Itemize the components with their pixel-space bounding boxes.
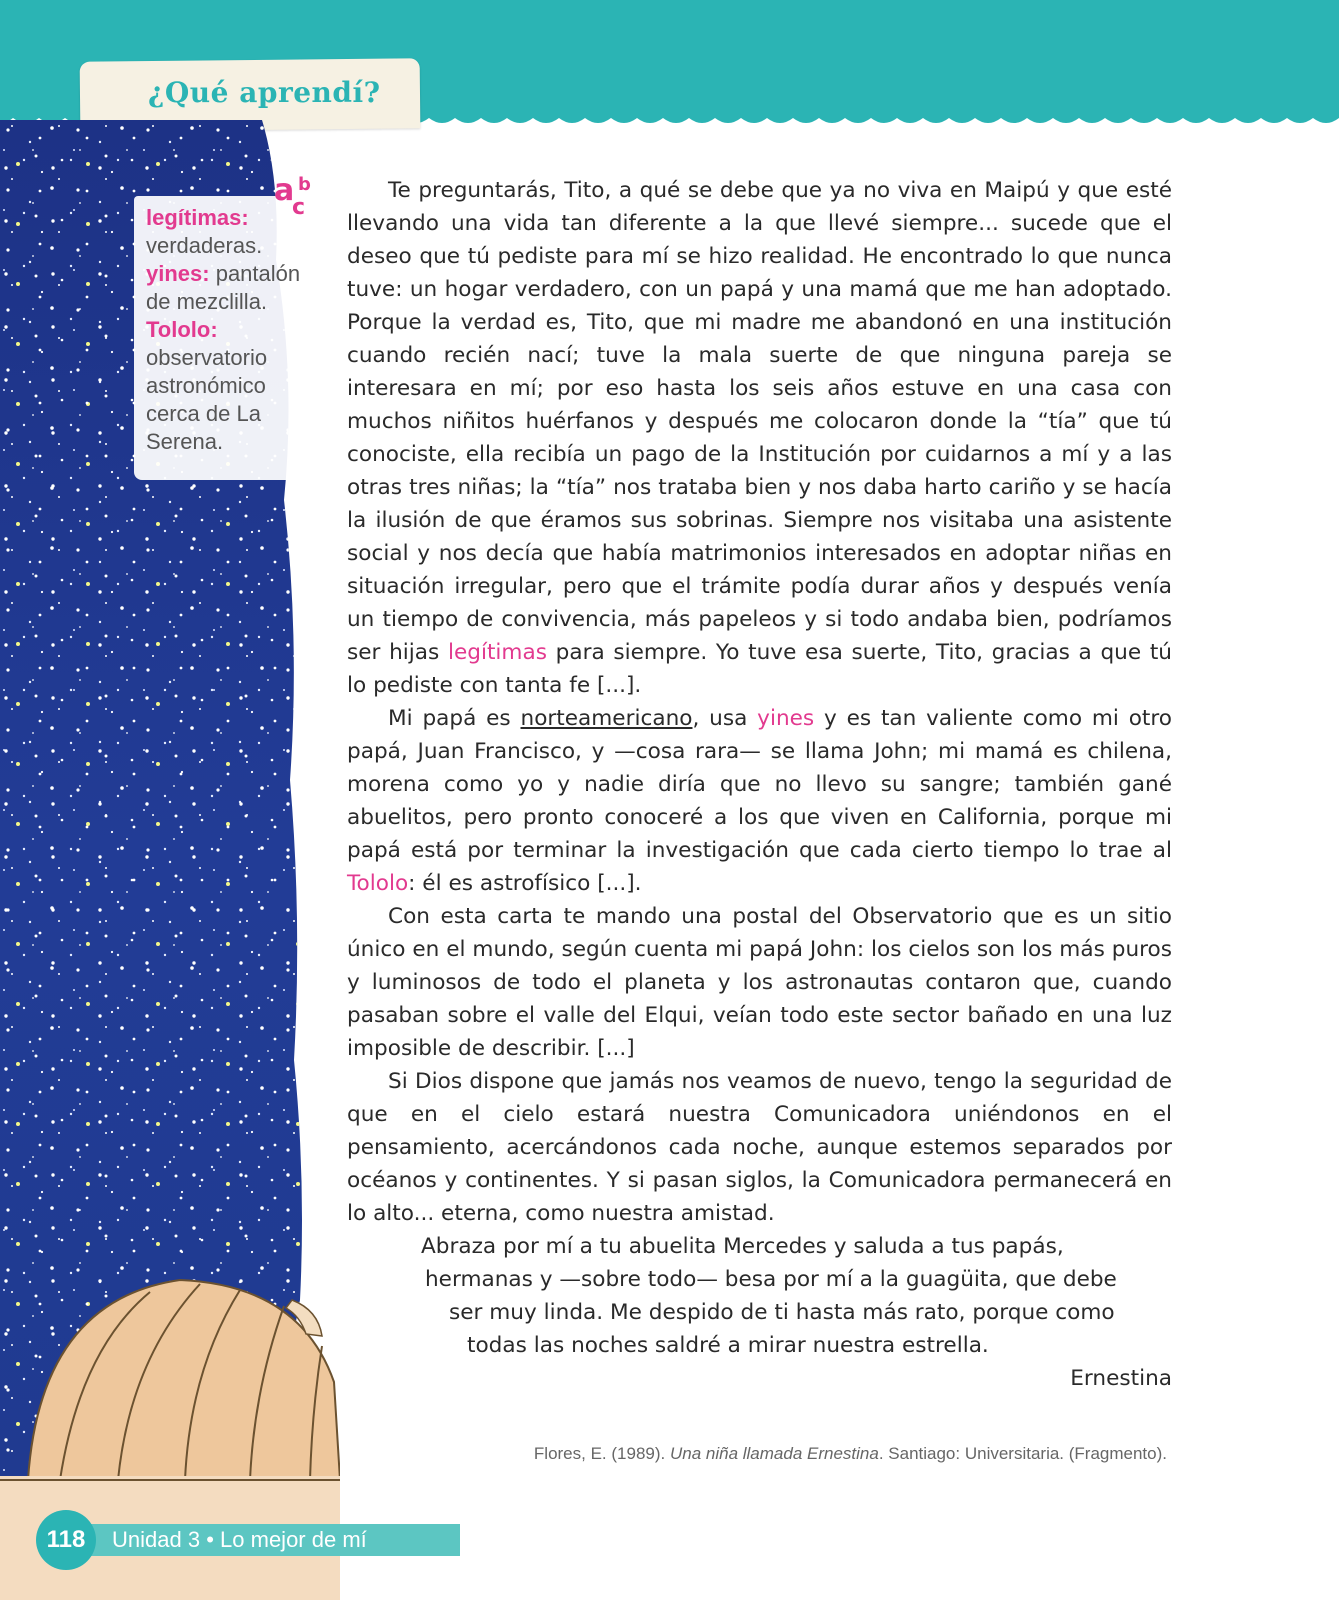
citation-author: Flores, E. (1989).: [533, 1444, 670, 1463]
glossary-definition: observatorio astronómico cerca de La Serena.: [146, 345, 268, 454]
story-paragraph-3: Con esta carta te mando una postal del Observatorio que es un sitio único en el mundo, según cuenta mi papá John: los cielos son los más puros y luminosos de todo el planeta y los astronautas contaron que, cuando pasaban sobre el valle del Elqui, veían todo este sector bañado en una luz imposible de describir. [...]: [347, 904, 1172, 1061]
footer-unit-label: [112, 1527, 367, 1553]
glossary-term: Tololo:: [146, 317, 218, 342]
glossary-entry: [146, 316, 316, 456]
glossary-term: legítimas:: [146, 205, 249, 230]
text-run: para siempre. Yo tuve esa suerte, Tito, gracias a que tú lo pediste con tanta fe [...].: [347, 640, 1172, 698]
glossary-word-tololo: Tololo: [347, 871, 409, 896]
glossary: [146, 204, 316, 456]
citation-publisher: . Santiago: Universitaria. (Fragmento).: [878, 1444, 1167, 1463]
footer-section: Lo mejor de mí: [220, 1527, 367, 1552]
svg-text:b: b: [298, 174, 311, 195]
glossary-definition: verdaderas.: [146, 233, 263, 258]
signature: Ernestina: [1070, 1366, 1172, 1391]
section-title: ¿Qué aprendí?: [148, 76, 381, 109]
story-paragraph-2: [347, 702, 1172, 900]
glossary-word-yines: yines: [757, 706, 815, 731]
source-citation: [347, 1444, 1167, 1464]
underlined-word: norteamericano: [520, 706, 693, 731]
closing-line: hermanas y —sobre todo— besa por mí a la guagüita, que debe: [425, 1267, 1117, 1292]
closing-line: Abraza por mí a tu abuelita Mercedes y saluda a tus papás,: [421, 1234, 1064, 1259]
story-paragraph-1: [347, 174, 1172, 702]
svg-text:a: a: [274, 173, 295, 208]
text-run: : él es astrofísico [...].: [408, 871, 642, 896]
footer-unit: Unidad 3: [112, 1527, 201, 1552]
text-run: Te preguntarás, Tito, a qué se debe que ya no viva en Maipú y que esté llevando una vida tan diferente a la que llevé siempre... sucede que el deseo que tú pediste para mí se hizo realidad. He encontrado lo que nunca tuve: un hogar verdadero, con un papá y una mamá que me han adoptado. Porque la verdad es, Tito, que mi madre me abandonó en una institución cuando recién nací; tuve la mala suerte de que ninguna pareja se interesara en mí; por eso hasta los seis años estuve en una casa con muchos niñitos huérfanos y después me colocaron donde la “tía” que tú conociste, ella recibía un pago de la Institución por cuidarnos a mí y a las otras tres niñas; la “tía” nos trataba bien y nos daba harto cariño y se hacía la ilusión de que éramos sus sobrinas. Siempre nos visitaba una asistente social y nos decía que había matrimonios interesados en adoptar niñas en situación irregular, pero que el trámite podía durar años y después venía un tiempo de convivencia, más papeleos y si todo andaba bien, podríamos ser hijas: [347, 178, 1172, 665]
closing-line: ser muy linda. Me despido de ti hasta más rato, porque como: [449, 1300, 1115, 1325]
page-number: 118: [46, 1526, 86, 1553]
glossary-entry: [146, 260, 316, 316]
letter-closing: [347, 1230, 1172, 1395]
footer-bullet: •: [206, 1527, 214, 1552]
story-paragraph-4: Si Dios dispone que jamás nos veamos de nuevo, tengo la seguridad de que en el cielo estará nuestra Comunicadora uniéndonos en el pensamiento, acercándonos cada noche, aunque estemos separados por océanos y continentes. Y si pasan siglos, la Comunicadora permanecerá en lo alto... eterna, como nuestra amistad.: [347, 1069, 1172, 1226]
text-run: , usa: [692, 706, 758, 731]
glossary-term: yines:: [146, 261, 210, 286]
text-run: y es tan valiente como mi otro papá, Juan Francisco, y —cosa rara— se llama John; mi mamá es chilena, morena como yo y nadie diría que no llevo su sangre; también gané abuelitos, pero pronto conoceré a los que viven en California, porque mi papá está por terminar la investigación que cada cierto tiempo lo trae al: [347, 706, 1173, 863]
closing-line: todas las noches saldré a mirar nuestra estrella.: [467, 1333, 989, 1358]
glossary-definition: pantalón de mezclilla.: [146, 261, 301, 314]
citation-title: Una niña llamada Ernestina: [669, 1444, 879, 1463]
story-text: [347, 174, 1172, 1395]
glossary-entry: [146, 204, 316, 260]
text-run: Mi papá es: [388, 706, 521, 731]
svg-text:c: c: [292, 195, 306, 220]
glossary-word-legitimas: legítimas: [447, 640, 547, 665]
